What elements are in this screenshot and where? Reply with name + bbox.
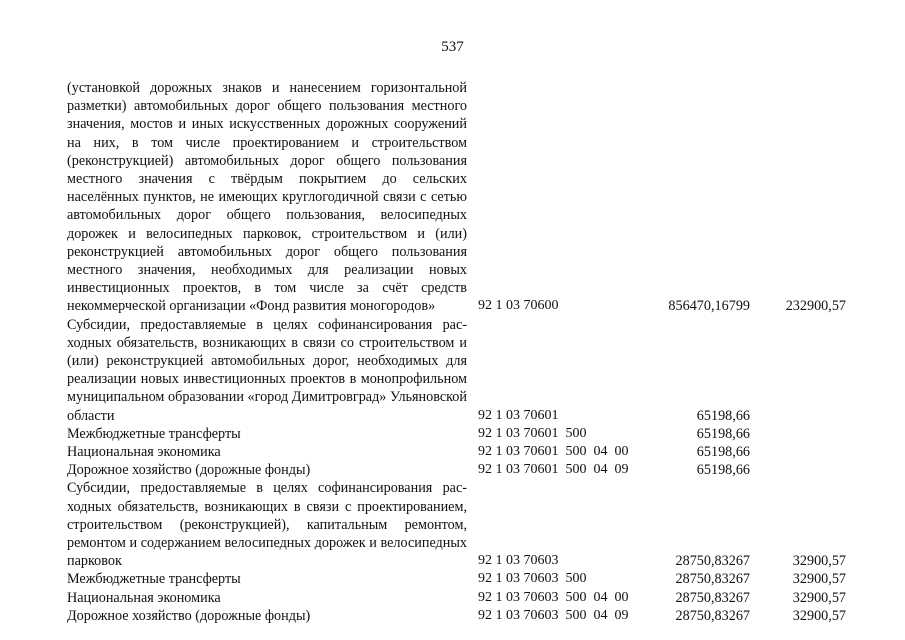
row-code: 92 1 03 70603 500 (478, 571, 587, 587)
table-row (67, 570, 857, 588)
row-code: 92 1 03 70603 (478, 553, 559, 569)
row-value-1: 28750,83267 (675, 553, 750, 570)
row-value-1: 65198,66 (696, 462, 750, 479)
row-code: 92 1 03 70601 500 04 09 (478, 462, 629, 478)
row-description: Национальная экономика (67, 589, 221, 606)
row-code: 92 1 03 70603 500 04 00 (478, 589, 629, 605)
row-code: 92 1 03 70601 (478, 407, 559, 423)
row-description: Дорожное хозяйство (дорожные фонды) (67, 462, 311, 479)
row-description: Дорожное хозяйство (дорожные фонды) (67, 607, 311, 624)
table-row (67, 479, 857, 570)
row-value-2: 32900,57 (792, 571, 846, 588)
page-number: 537 (441, 39, 464, 55)
row-code: 92 1 03 70601 500 (478, 425, 587, 441)
row-code: 92 1 03 70603 500 04 09 (478, 607, 629, 623)
budget-table (67, 79, 857, 625)
row-value-1: 28750,83267 (675, 571, 750, 588)
row-description: Субсидии, предоставляемые в целях софинансирования расходных обязательств, возникающих в связи со строительством и (или) реконструкцией автомобильных дорог, необходимых для реализации новых инвестиционных проектов в монопрофильном муниципальном образовании «город Димитровград» Ульяновской области (67, 316, 467, 424)
table-row (67, 607, 857, 625)
row-code: 92 1 03 70601 500 04 00 (478, 444, 629, 460)
row-description: Межбюджетные трансферты (67, 571, 241, 588)
row-value-2: 32900,57 (792, 553, 846, 570)
row-value-1: 856470,16799 (668, 298, 750, 315)
table-row (67, 425, 857, 443)
row-description: (установкой дорожных знаков и нанесением горизонтальной разметки) автомобильных дорог общего пользования местного значения, мостов и иных искусственных дорожных сооружений на них, в том числе проектированием и строительством (реконструкцией) автомобильных дорог общего пользования местного значения с твёрдым покрытием до сельских населённых пунктов, не имеющих круглогодичной связи с сетью автомобильных дорог общего пользования, велосипедных дорожек и велосипедных парковок, строительством и (или) реконструкцией автомобильных дорог общего пользования местного значения, необходимых для реализации новых инвестиционных проектов, в том числе за счёт средств некоммерческой организации «Фонд развития моногородов» (67, 80, 467, 315)
table-row (67, 79, 857, 316)
row-value-2: 32900,57 (792, 589, 846, 606)
row-value-1: 28750,83267 (675, 589, 750, 606)
row-value-1: 28750,83267 (675, 607, 750, 624)
row-description: Межбюджетные трансферты (67, 425, 241, 442)
row-value-2: 32900,57 (792, 607, 846, 624)
table-row (67, 316, 857, 425)
row-value-1: 65198,66 (696, 425, 750, 442)
table-row (67, 461, 857, 479)
row-value-1: 65198,66 (696, 444, 750, 461)
row-code: 92 1 03 70600 (478, 298, 559, 314)
row-description: Национальная экономика (67, 444, 221, 461)
row-value-1: 65198,66 (696, 407, 750, 424)
table-row (67, 589, 857, 607)
row-value-2: 232900,57 (785, 298, 846, 315)
row-description: Субсидии, предоставляемые в целях софинансирования расходных обязательств, возникающих в связи с проектированием, строительством (реконструкцией), капитальным ремонтом, ремонтом и содержанием велосипедных дорожек и велосипедных парковок (67, 480, 467, 570)
table-row (67, 443, 857, 461)
